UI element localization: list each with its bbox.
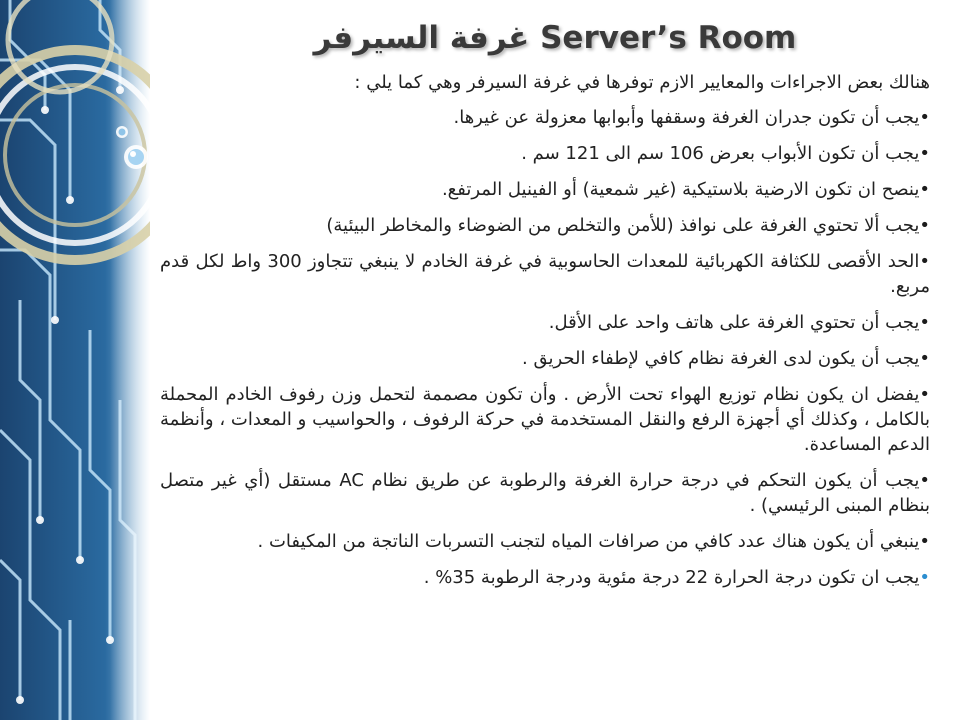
bullet-icon: • [919,143,930,164]
slide-title: غرفة السيرفر Server’s Room [313,20,797,56]
bullet-icon: • [919,567,930,588]
slide-content [160,70,930,601]
list-item: •يجب ألا تحتوي الغرفة على نوافذ (للأمن والتخلص من الضوضاء والمخاطر البيئية) [326,215,930,236]
bullet-icon: • [919,348,930,369]
bullet-icon: • [919,107,930,128]
list-item: •يجب أن تكون جدران الغرفة وسقفها وأبوابها معزولة عن غيرها. [453,107,930,128]
bullet-icon: • [919,470,930,491]
bullet-icon: • [919,384,930,405]
circuit-board-decoration [0,0,150,720]
bullet-icon: • [919,179,930,200]
list-item: •يفضل ان يكون نظام توزيع الهواء تحت الأرض . وأن تكون مصممة لتحمل وزن رفوف الخادم المحملة بالكامل ، وكذلك أي أجهزة الرفع والنقل المستخدمة في حركة الرفوف ، والحواسيب و المعدات ، وأنظمة الدعم المساعدة. [160,384,930,455]
list-item: •يجب أن تحتوي الغرفة على هاتف واحد على الأقل. [548,312,930,333]
bullet-icon: • [919,312,930,333]
list-item: •يجب أن يكون التحكم في درجة حرارة الغرفة والرطوبة عن طريق نظام AC مستقل (أي غير متصل بنظام المبنى الرئيسي) . [160,470,930,516]
list-item: •ينبغي أن يكون هناك عدد كافي من صرافات المياه لتجنب التسربات الناتجة من المكيفات . [257,531,930,552]
glowing-dot-icon [124,145,148,169]
list-item: •يجب ان تكون درجة الحرارة 22 درجة مئوية ودرجة الرطوبة 35% . [423,567,930,588]
list-item: •يجب أن يكون لدى الغرفة نظام كافي لإطفاء الحريق . [522,348,930,369]
list-item: •ينصح ان تكون الارضية بلاستيكية (غير شمعية) أو الفينيل المرتفع. [441,179,930,200]
bullet-icon: • [919,215,930,236]
requirements-list [160,105,930,590]
bullet-icon: • [919,251,930,272]
bullet-icon: • [919,531,930,552]
intro-text: هنالك بعض الاجراءات والمعايير الازم توفرها في غرفة السيرفر وهي كما يلي : [354,72,930,93]
small-dot-icon [116,126,128,138]
list-item: •يجب أن تكون الأبواب بعرض 106 سم الى 121 سم . [521,143,930,164]
list-item: •الحد الأقصى للكثافة الكهربائية للمعدات الحاسوبية في غرفة الخادم لا ينبغي تتجاوز 300 واط لكل قدم مربع. [160,251,930,297]
